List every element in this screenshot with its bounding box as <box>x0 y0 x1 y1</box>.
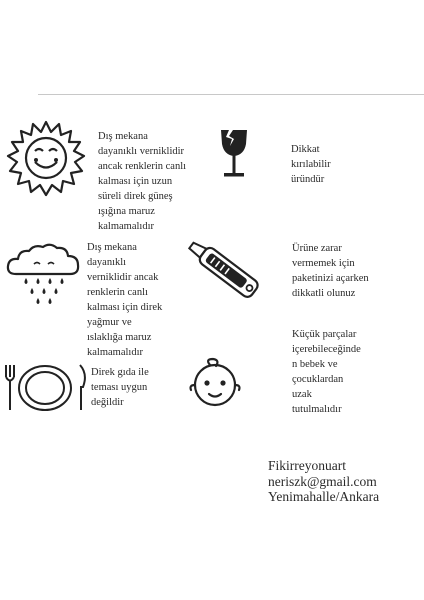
cutter-note: Ürüne zarar vermemek için paketinizi açarken dikkatli olunuz <box>292 243 369 299</box>
top-divider <box>38 94 424 95</box>
contact-name: Fikirreyonuart <box>268 458 346 473</box>
box-cutter-icon <box>188 238 272 310</box>
sun-icon <box>6 118 86 198</box>
rain-cloud-icon <box>4 240 84 312</box>
baby-face-icon <box>186 357 244 411</box>
broken-glass-icon <box>218 128 250 184</box>
food-note: Direk gıda ile teması uygun değildir <box>91 367 149 408</box>
plate-cutlery-icon <box>2 362 88 414</box>
contact-email: neriszk@gmail.com <box>268 473 377 489</box>
sun-note: Dış mekana dayanıklı verniklidir ancak renklerin canlı kalması için uzun süreli direk güneş ışığına maruz kalmamalıdır <box>98 131 187 232</box>
contact-location: Yenimahalle/Ankara <box>268 489 380 504</box>
contact-block <box>268 458 379 505</box>
rain-note: Dış mekana dayanıklı verniklidir ancak renklerin canlı kalması için direk yağmur ve ıslaklığa maruz kalmamalıdır <box>87 242 163 358</box>
fragile-note: Dikkat kırılabilir üründür <box>291 144 331 185</box>
baby-note: Küçük parçalar içerebileceğinde n bebek ve çocuklardan uzak tutulmalıdır <box>292 329 361 415</box>
